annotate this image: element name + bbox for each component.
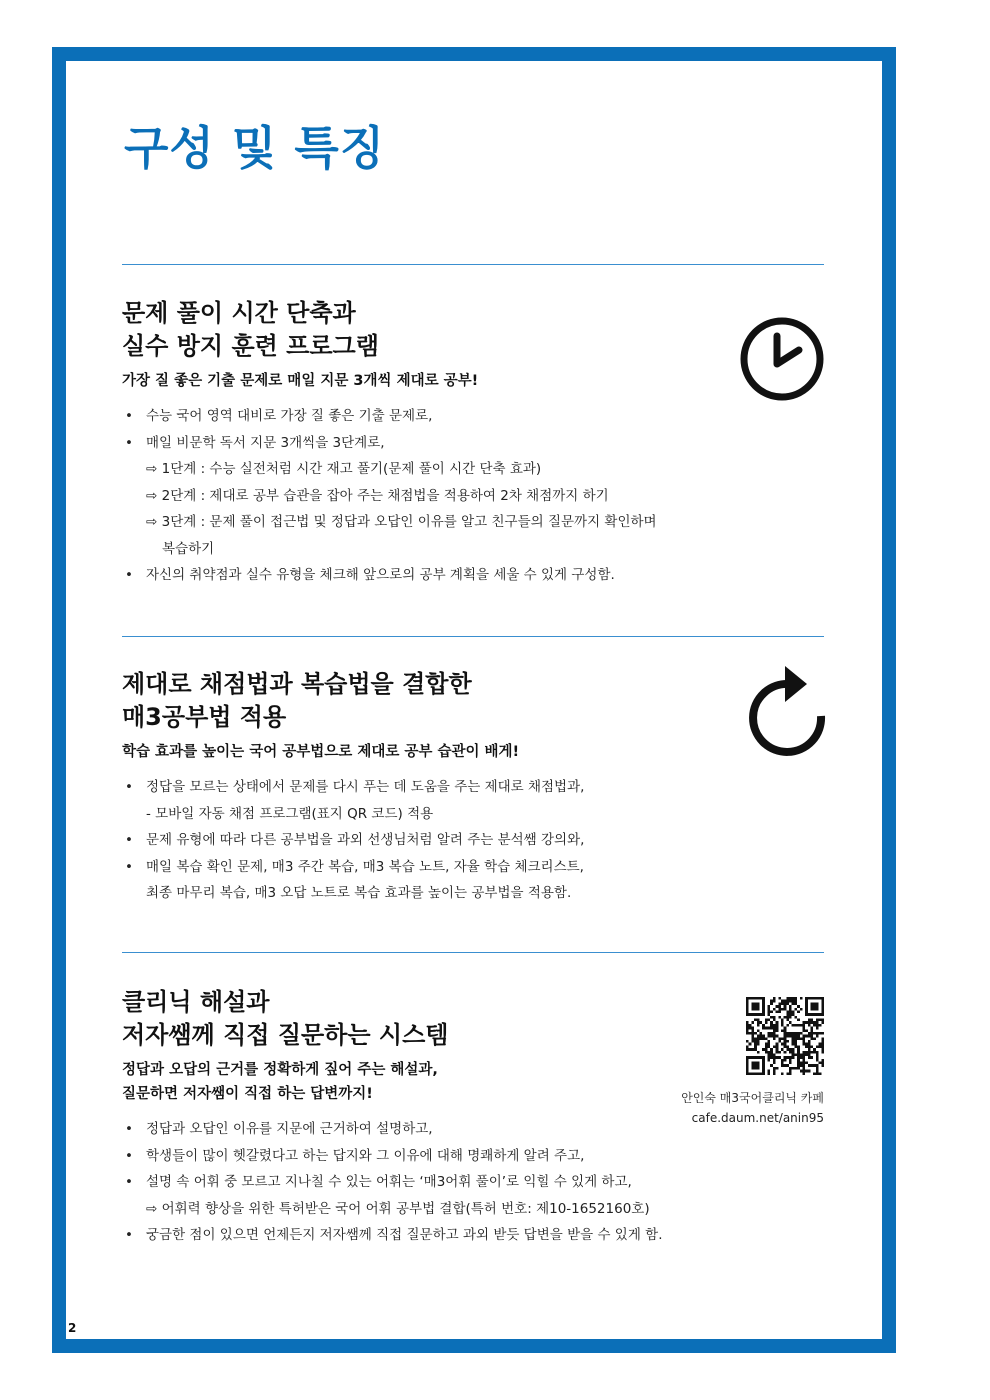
section-subtitle [122, 1058, 722, 1106]
section-study-method [122, 668, 722, 907]
feature-list [122, 403, 722, 589]
section-heading-line: 매3공부법 적용 [122, 703, 287, 731]
section-divider [122, 264, 824, 265]
list-item: • 수능 국어 영역 대비로 가장 질 좋은 기출 문제로, [122, 403, 722, 430]
list-item: ⇨ 어휘력 향상을 위한 특허받은 국어 어휘 공부법 결합(특허 번호: 제10-1652160호) [146, 1200, 650, 1217]
page-title: 구성 및 특징 [124, 121, 386, 175]
list-item: • 궁금한 점이 있으면 언제든지 저자쌤께 직접 질문하고 과외 받듯 답변을 받을 수 있게 함. [122, 1222, 722, 1249]
section-heading-line: 문제 풀이 시간 단축과 [122, 299, 356, 327]
list-item: ⇨ 1단계 : 수능 실전처럼 시간 재고 풀기(문제 풀이 시간 단축 효과) [146, 461, 542, 477]
section-subtitle: 가장 질 좋은 기출 문제로 매일 지문 3개씩 제대로 공부! [122, 373, 479, 389]
list-item: • 정답을 모르는 상태에서 문제를 다시 푸는 데 도움을 주는 제대로 채점법과, [122, 774, 722, 801]
qr-code-icon[interactable] [746, 997, 824, 1075]
section-subtitle-line: 질문하면 저자쌤이 직접 하는 답변까지! [122, 1086, 373, 1102]
list-item: ⇨ 3단계 : 문제 풀이 접근법 및 정답과 오답인 이유를 알고 친구들의 질문까지 확인하며 [146, 514, 657, 530]
section-divider [122, 952, 824, 953]
list-item: ⇨ 2단계 : 제대로 공부 습관을 잡아 주는 채점법을 적용하여 2차 채점까지 하기 [146, 487, 609, 504]
section-heading-line: 클리닉 해설과 [122, 988, 270, 1016]
section-heading [122, 297, 722, 363]
list-item: • 학생들이 많이 헷갈렸다고 하는 답지와 그 이유에 대해 명쾌하게 알려 주고, [122, 1143, 722, 1170]
qr-caption-url[interactable]: cafe.daum.net/anin95 [691, 1111, 824, 1125]
section-divider [122, 636, 824, 637]
section-heading [122, 986, 722, 1052]
list-item: 복습하기 [162, 540, 215, 557]
list-item: • 설명 속 어휘 중 모르고 지나칠 수 있는 어휘는 ‘매3어휘 풀이’로 익힐 수 있게 하고, [122, 1169, 722, 1196]
list-item: • 정답과 오답인 이유를 지문에 근거하여 설명하고, [122, 1116, 722, 1143]
list-item: • 자신의 취약점과 실수 유형을 체크해 앞으로의 공부 계획을 세울 수 있게 구성함. [122, 562, 722, 589]
list-item: - 모바일 자동 채점 프로그램(표지 QR 코드) 적용 [146, 805, 434, 822]
clock-icon [739, 316, 825, 402]
section-heading-line: 실수 방지 훈련 프로그램 [122, 332, 379, 360]
feature-list [122, 774, 722, 907]
section-heading [122, 668, 722, 734]
page-number: 2 [68, 1321, 77, 1335]
list-item: 최종 마무리 복습, 매3 오답 노트로 복습 효과를 높이는 공부법을 적용함. [146, 885, 572, 901]
section-subtitle-line: 정답과 오답의 근거를 정확하게 짚어 주는 해설과, [122, 1062, 438, 1078]
section-subtitle: 학습 효과를 높이는 국어 공부법으로 제대로 공부 습관이 배게! [122, 744, 520, 760]
feature-list [122, 1116, 722, 1249]
section-heading-line: 제대로 채점법과 복습법을 결합한 [122, 670, 472, 698]
section-time-training [122, 297, 722, 589]
section-clinic [122, 986, 722, 1249]
qr-caption [681, 1088, 824, 1128]
list-item: • 문제 유형에 따라 다른 공부법을 과외 선생님처럼 알려 주는 분석쌤 강의와, [122, 827, 722, 854]
refresh-icon [745, 664, 829, 756]
list-item: • 매일 복습 확인 문제, 매3 주간 복습, 매3 복습 노트, 자율 학습 체크리스트, [122, 854, 722, 881]
list-item: • 매일 비문학 독서 지문 3개씩을 3단계로, [122, 430, 722, 457]
section-heading-line: 저자쌤께 직접 질문하는 시스템 [122, 1021, 449, 1049]
qr-caption-title: 안인숙 매3국어클리닉 카페 [681, 1091, 824, 1105]
